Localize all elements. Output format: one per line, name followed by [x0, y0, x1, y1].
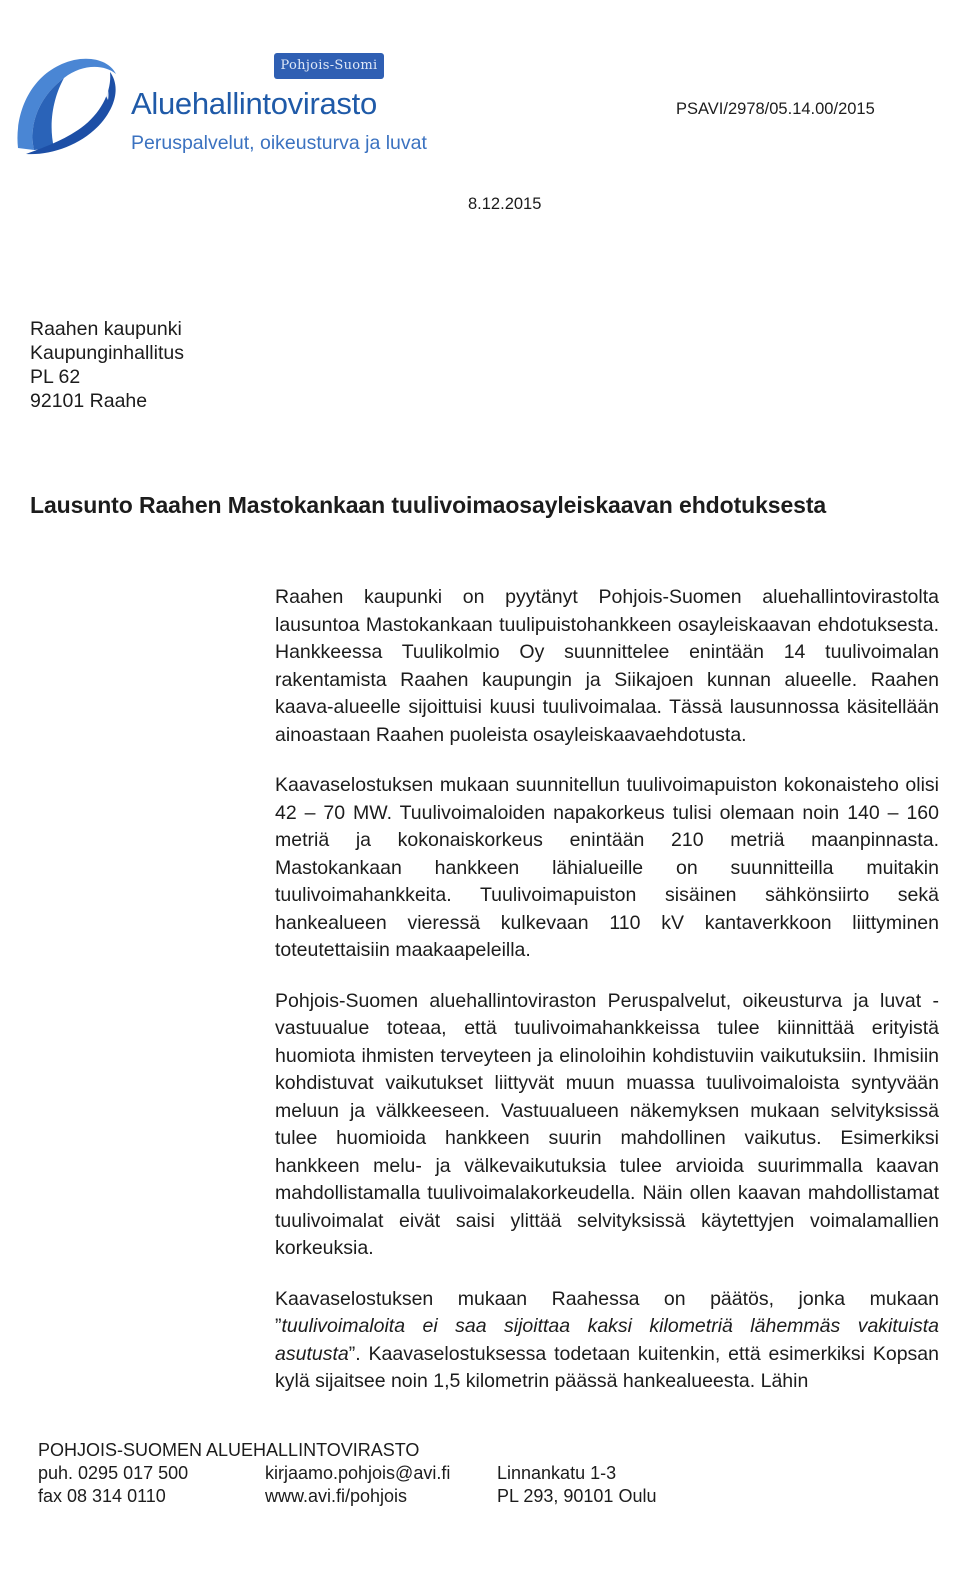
paragraph-text: Kaavaselostuksen mukaan Raahessa on päätös, jonka mukaan ” — [275, 1287, 939, 1337]
footer-email[interactable]: kirjaamo.pohjois@avi.fi — [265, 1463, 451, 1483]
quoted-decision: tuulivoimaloita ei saa sijoittaa kaksi kilometriä lähemmäs vakituista asutusta — [275, 1315, 939, 1365]
document-body — [275, 584, 939, 1419]
recipient-line: Raahen kaupunki — [30, 318, 182, 340]
recipient-line: 92101 Raahe — [30, 390, 148, 412]
document-title: Lausunto Raahen Mastokankaan tuulivoimaosayleiskaavan ehdotuksesta — [30, 492, 827, 518]
region-badge: Pohjois-Suomi — [274, 53, 384, 79]
footer-website[interactable]: www.avi.fi/pohjois — [265, 1486, 408, 1506]
recipient-line: PL 62 — [30, 366, 81, 388]
footer-postal: PL 293, 90101 Oulu — [497, 1486, 657, 1506]
recipient-line: Kaupunginhallitus — [30, 342, 184, 364]
footer-organization: POHJOIS-SUOMEN ALUEHALLINTOVIRASTO — [38, 1440, 420, 1460]
footer-fax: fax 08 314 0110 — [38, 1486, 166, 1506]
document-date: 8.12.2015 — [468, 195, 542, 213]
footer-phone: puh. 0295 017 500 — [38, 1463, 189, 1483]
agency-tagline: Peruspalvelut, oikeusturva ja luvat — [131, 132, 427, 154]
footer-contact-online — [265, 1462, 450, 1508]
avi-swoosh-logo-icon — [12, 52, 120, 158]
body-paragraph — [275, 1286, 939, 1396]
body-paragraph: Kaavaselostuksen mukaan suunnitellun tuulivoimapuiston kokonaisteho olisi 42 – 70 MW. Tuulivoimaloiden napakorkeus tulisi olemaan noin 140 – 160 metriä ja kokonaiskorkeus enintään 210 metriä maanpinnasta. Mastokankaan hankkeen lähialueille on suunnitteilla muitakin tuulivoimahankkeita. Tuulivoimapuiston sisäinen sähkönsiirto sekä hankealueen vieressä kulkevaan 110 kV kantaverkkoon liittyminen toteutettaisiin maakaapeleilla. — [275, 774, 939, 961]
document-reference: PSAVI/2978/05.14.00/2015 — [676, 100, 875, 118]
recipient-address — [30, 317, 184, 413]
footer-contact-phone — [38, 1462, 188, 1508]
paragraph-text: ”. Kaavaselostuksessa todetaan kuitenkin, että esimerkiksi Kopsan kylä sijaitsee noin 1,5 kilometrin päässä hankealueesta. Lähin — [275, 1342, 939, 1392]
body-paragraph: Raahen kaupunki on pyytänyt Pohjois-Suomen aluehallintovirastolta lausuntoa Mastokankaan tuulipuistohankkeen osayleiskaavan ehdotuksesta. Hankkeessa Tuulikolmio Oy suunnittelee enintään 14 tuulivoimalan rakentamista Raahen kaupungin ja Siikajoen kunnan alueelle. Raahen kaava-alueelle sijoittuisi kuusi tuulivoimalaa. Tässä lausunnossa käsitellään ainoastaan Raahen puoleista osayleiskaavaehdotusta. — [275, 586, 939, 746]
body-paragraph: Pohjois-Suomen aluehallintoviraston Peruspalvelut, oikeusturva ja luvat -vastuualue toteaa, että tuulivoimahankkeissa tulee kiinnittää erityistä huomiota ihmisten terveyteen ja elinoloihin kohdistuviin vaikutuksiin. Ihmisiin kohdistuvat vaikutukset liittyvät muun muassa tuulivoimaloista syntyvään meluun ja välkkeeseen. Vastuualueen näkemyksen mukaan selvityksissä tulee huomioida hankkeen suurin mahdollinen vaikutus. Esimerkiksi hankkeen melu- ja välkevaikutuksia tulee arvioida suurimmalla kaavan mahdollistamalla tuulivoimalakorkeudella. Näin ollen kaavan mahdollistamat tuulivoimalat eivät saisi ylittää selvityksissä käytettyjen voimalamallien korkeuksia. — [275, 989, 939, 1259]
footer-address — [497, 1462, 656, 1508]
agency-name: Aluehallintovirasto — [131, 86, 377, 121]
footer-street: Linnankatu 1-3 — [497, 1463, 617, 1483]
